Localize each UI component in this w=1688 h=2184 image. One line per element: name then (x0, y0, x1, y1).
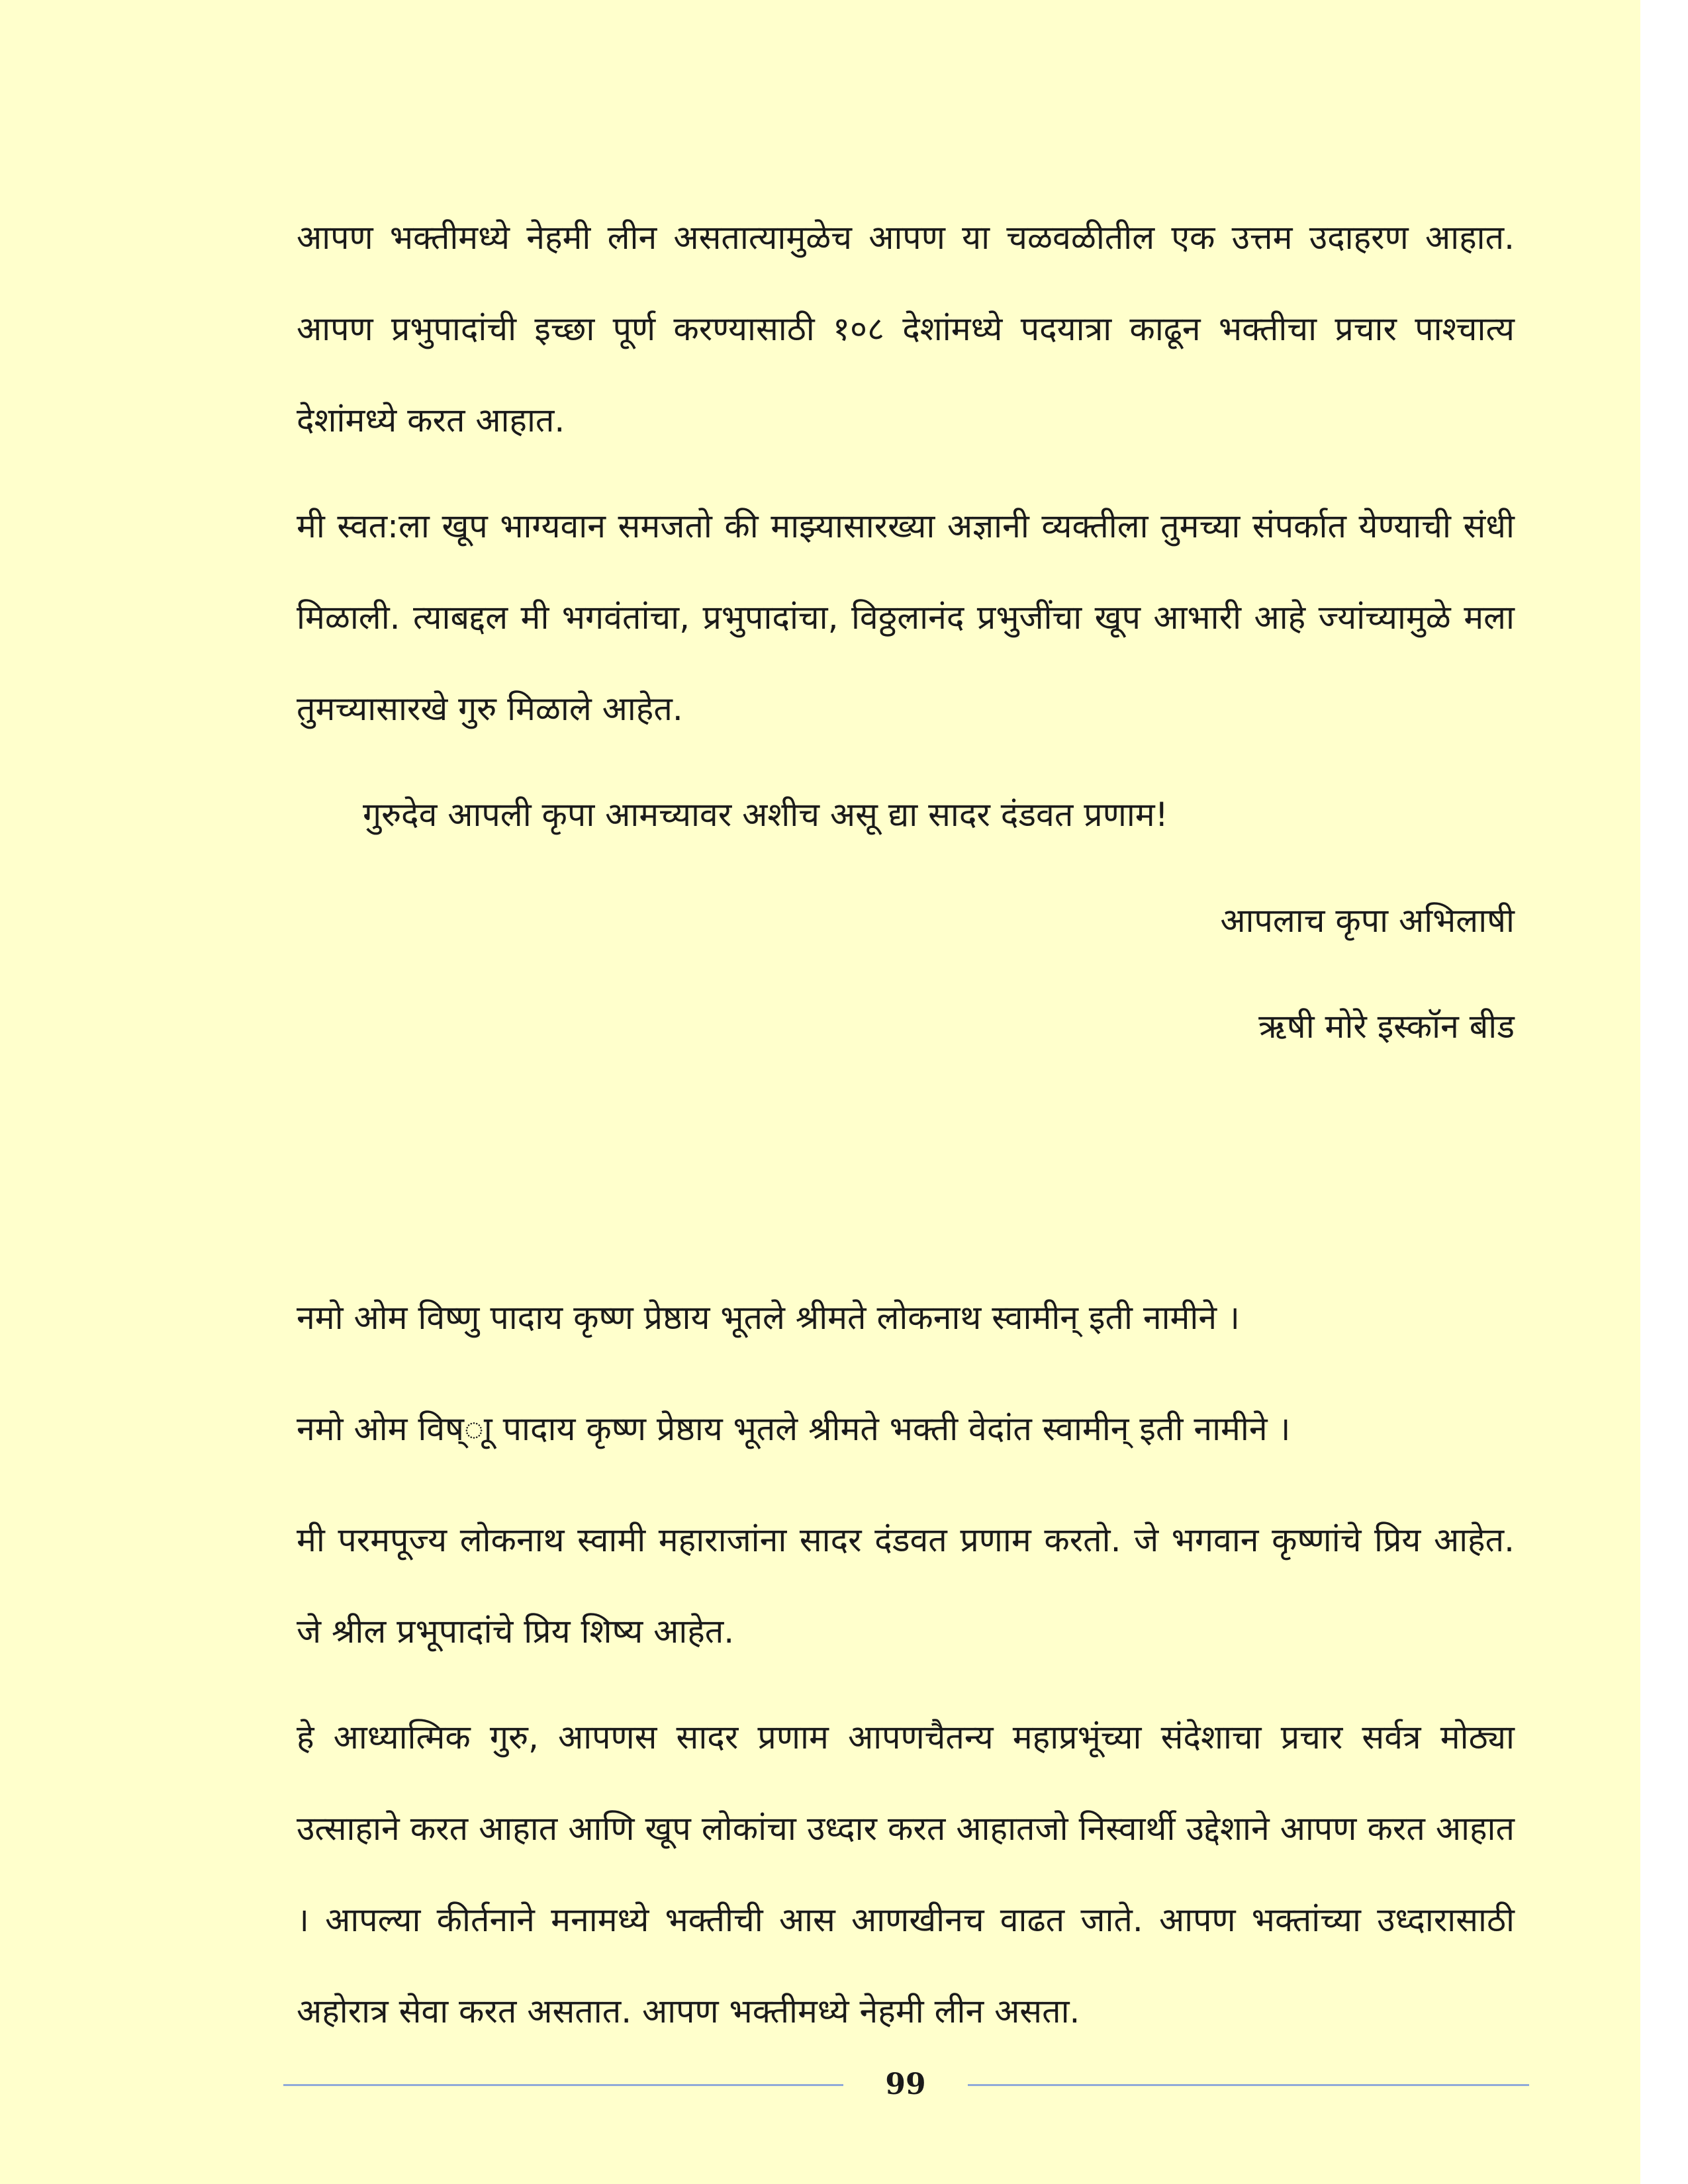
signature-name: ऋषी मोरे इस्कॉन बीड (1258, 1007, 1515, 1046)
page-footer (0, 2058, 1640, 2111)
pranam-verse-lokanath: नमो ओम विष्णु पादाय कृष्ण प्रेष्ठाय भूतले श्रीमते लोकनाथ स्वामीन् इती नामीने । (297, 1298, 1240, 1337)
page-number: 99 (885, 2068, 926, 2101)
letter-body (297, 192, 1515, 2071)
footer-rule-right (968, 2084, 1529, 2086)
paragraph-devotion-example: आपण भक्तीमध्ये नेहमी लीन असतात्यामुळेच आपण या चळवळीतील एक उत्तम उदाहरण आहात. आपण प्रभुपादांची इच्छा पूर्ण करण्यासाठी १०८ देशांमध्ये पदयात्रा काढून भक्तीचा प्रचार पाश्चात्य देशांमध्ये करत आहात. (297, 218, 1515, 439)
paragraph-spiritual-master: हे आध्यात्मिक गुरु, आपणस सादर प्रणाम आपणचैतन्य महाप्रभूंच्या संदेशाचा प्रचार सर्वत्र मोठ्या उत्साहाने करत आहात आणि खूप लोकांचा उध्दार करत आहातजो निस्वार्थी उद्देशाने आपण करत आहात । आपल्या कीर्तनाने मनामध्ये भक्तीची आस आणखीनच वाढत जाते. आपण भक्तांच्या उध्दारासाठी अहोरात्र सेवा करत असतात. आपण भक्तीमध्ये नेहमी लीन असता. (297, 1718, 1515, 2030)
footer-rule-left (283, 2084, 843, 2086)
paragraph-gratitude: मी स्वत:ला खूप भाग्यवान समजतो की माझ्यासारख्या अज्ञानी व्यक्तीला तुमच्या संपर्कात येण्याची संधी मिळाली. त्याबद्दल मी भगवंतांचा, प्रभुपादांचा, विठ्ठलानंद प्रभुजींचा खूप आभारी आहे ज्यांच्यामुळे मला तुमच्यासारखे गुरु मिळाले आहेत. (297, 507, 1515, 728)
pranam-verse-bhaktivedanta: नमो ओम विष्ाू पादाय कृष्ण प्रेष्ठाय भूतले श्रीमते भक्ती वेदांत स्वामीन् इती नामीने । (297, 1410, 1291, 1448)
paragraph-obeisances: मी परमपूज्य लोकनाथ स्वामी महाराजांना सादर दंडवत प्रणाम करतो. जे भगवान कृष्णांचे प्रिय आहेत. जे श्रील प्रभूपादांचे प्रिय शिष्य आहेत. (297, 1521, 1515, 1651)
signature-closing: आपलाच कृपा अभिलाषी (1220, 901, 1515, 940)
section-gap (297, 1087, 1515, 1272)
blessing-line: गुरुदेव आपली कृपा आमच्यावर अशीच असू द्या सादर दंडवत प्रणाम! (363, 796, 1168, 834)
